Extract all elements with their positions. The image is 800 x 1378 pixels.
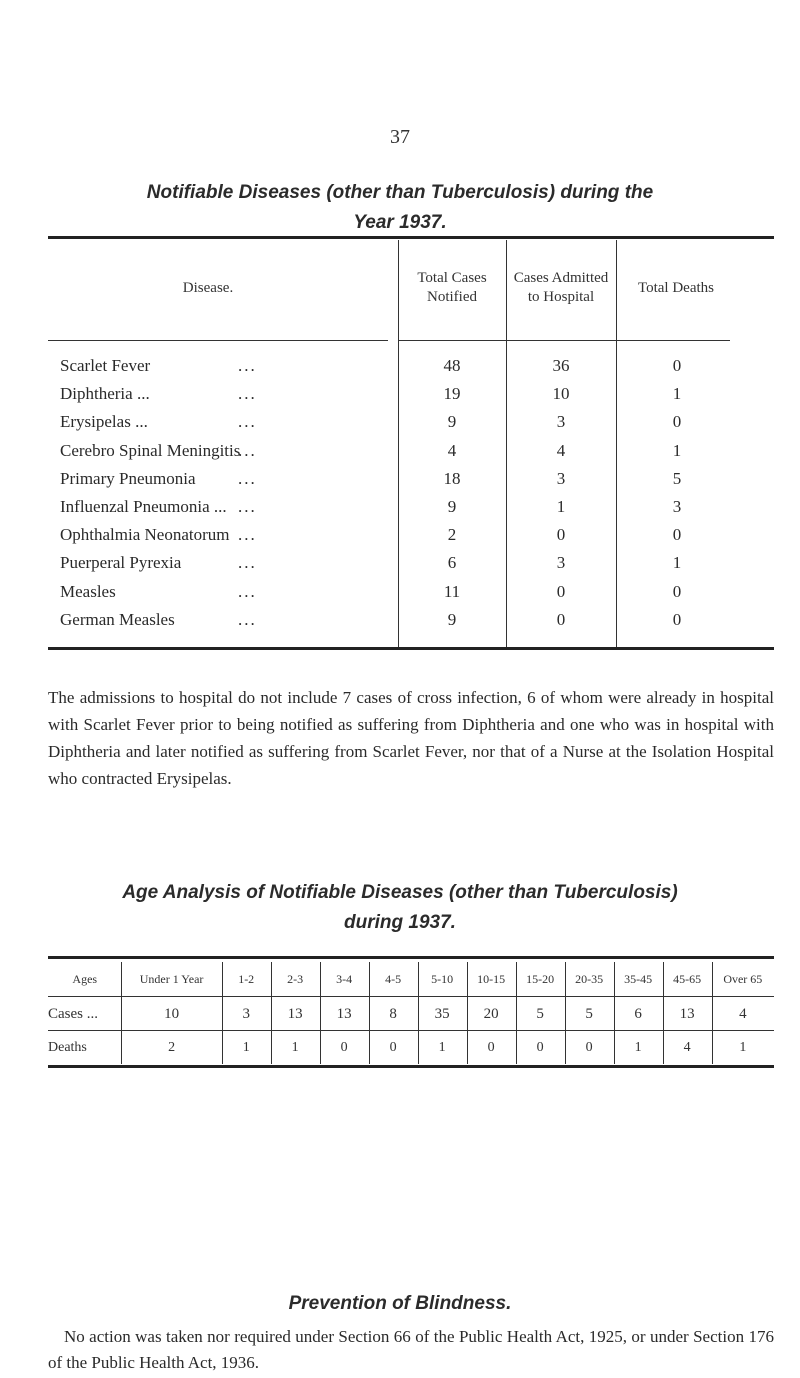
cases-admitted: 4: [556, 440, 566, 460]
cases-cell: 3: [242, 1005, 250, 1022]
deaths-label: Deaths: [48, 1040, 87, 1055]
admissions-note: The admissions to hospital do not include 7 cases of cross infection, 6 of whom were already in hospital with Scarlet Fever prior to being notified as suffering from Diphtheria and one who was in hospital with Diphtheria and later notified as suffering from Scarlet Fever, nor that of a Nurse at the Isolation Hospital who contracted Erysipelas.: [48, 688, 774, 788]
cases-admitted: 3: [556, 468, 566, 488]
header-label: Ages: [72, 971, 98, 986]
table-rule-top: [48, 956, 774, 959]
disease-name: Influenzal Pneumonia ...: [60, 497, 227, 516]
deaths-cell: 0: [536, 1040, 544, 1055]
cases-cell: 5: [585, 1005, 593, 1022]
cases-cell: 13: [287, 1005, 303, 1022]
table-rule-top: [48, 236, 774, 239]
page-number: 37: [390, 126, 410, 148]
table2-title: Age Analysis of Notifiable Diseases (other than Tuberculosis): [122, 882, 678, 903]
leader-dots: ...: [238, 468, 257, 488]
cases-cell: 6: [634, 1005, 642, 1022]
deaths-cell: 4: [683, 1040, 691, 1055]
header-disease: Disease.: [182, 279, 234, 296]
header-cell: 3-4: [336, 971, 353, 986]
cases-notified: 9: [447, 609, 457, 629]
total-deaths: 0: [672, 356, 682, 375]
cases-cell: 4: [739, 1005, 747, 1022]
header-cell: Under 1 Year: [139, 971, 204, 986]
cases-admitted: 0: [556, 581, 566, 601]
table-row: [48, 549, 774, 577]
cases-notified: 9: [447, 497, 457, 516]
leader-dots: ...: [238, 553, 257, 573]
deaths-cell: 0: [389, 1040, 397, 1055]
disease-name: German Measles: [60, 609, 175, 629]
total-deaths: 0: [672, 525, 682, 545]
deaths-cell: 1: [634, 1040, 642, 1055]
deaths-cell: 0: [340, 1040, 348, 1055]
total-deaths: 0: [672, 412, 682, 432]
table-row: [48, 437, 774, 465]
disease-name: Cerebro Spinal Meningitis: [60, 440, 241, 460]
header-cell: 1-2: [238, 971, 255, 986]
cases-cell: 5: [536, 1005, 544, 1022]
prevention-of-blindness-text: No action was taken nor required under Section 66 of the Public Health Act, 1925, or under Section 176 of the Public Health Act, 1936.: [48, 1327, 774, 1372]
deaths-cell: 1: [438, 1040, 446, 1055]
cases-notified: 9: [447, 412, 457, 432]
disease-name: Primary Pneumonia: [60, 468, 196, 488]
table1-title: Notifiable Diseases (other than Tuberculosis) during the: [146, 182, 654, 203]
cases-admitted: 1: [556, 497, 566, 516]
total-deaths: 1: [672, 440, 682, 460]
table-rule-bottom: [48, 647, 774, 650]
cases-cell: 20: [483, 1005, 499, 1022]
deaths-cell: 1: [291, 1040, 299, 1055]
header-cell: 15-20: [526, 971, 555, 986]
cases-notified: 4: [447, 440, 457, 460]
leader-dots: ...: [238, 525, 257, 545]
table-row: [48, 352, 774, 380]
cases-notified: 48: [443, 356, 461, 375]
disease-name: Measles: [60, 581, 116, 601]
total-deaths: 0: [672, 609, 682, 629]
deaths-cell: 2: [168, 1040, 176, 1055]
prevention-of-blindness-title: Prevention of Blindness.: [288, 1293, 512, 1314]
cases-admitted: 10: [552, 384, 570, 404]
leader-dots: ...: [238, 609, 257, 629]
cases-cell: 13: [679, 1005, 695, 1022]
header-cell: 35-45: [624, 971, 653, 986]
cases-cell: 10: [164, 1005, 180, 1022]
table-row: [48, 408, 774, 436]
disease-name: Scarlet Fever: [60, 356, 151, 375]
disease-name: Diphtheria ...: [60, 384, 150, 404]
table-row: [48, 606, 774, 634]
header-cases-admitted: Cases Admitted to Hospital: [513, 270, 609, 305]
disease-name: Ophthalmia Neonatorum: [60, 525, 230, 545]
table-row: [48, 521, 774, 549]
deaths-cell: 1: [739, 1040, 747, 1055]
cases-notified: 6: [447, 553, 457, 573]
cases-cell: 13: [336, 1005, 352, 1022]
table1-title-year: Year 1937.: [353, 212, 447, 233]
cases-notified: 19: [443, 384, 461, 404]
table-row: [48, 465, 774, 493]
cases-notified: 11: [443, 581, 461, 601]
cases-cell: 8: [389, 1005, 397, 1022]
header-rule: [398, 340, 730, 341]
cases-admitted: 3: [556, 412, 566, 432]
row-divider: [48, 1030, 774, 1031]
header-total-deaths: Total Deaths: [637, 279, 714, 296]
header-cell: 2-3: [287, 971, 304, 986]
header-cell: 45-65: [673, 971, 702, 986]
cases-admitted: 3: [556, 553, 566, 573]
notifiable-diseases-table: [48, 236, 774, 650]
age-analysis-table: [48, 956, 774, 1068]
deaths-cell: 0: [585, 1040, 593, 1055]
leader-dots: ...: [238, 440, 257, 460]
header-cell: 10-15: [477, 971, 506, 986]
total-deaths: 5: [672, 468, 682, 488]
header-cell: 20-35: [575, 971, 604, 986]
total-deaths: 1: [672, 384, 682, 404]
header-total-cases-notified: Total Cases Notified: [417, 270, 487, 305]
leader-dots: ...: [238, 384, 257, 404]
header-rule: [48, 340, 388, 341]
cases-admitted: 0: [556, 609, 566, 629]
table-row: [48, 380, 774, 408]
cases-label: Cases ...: [48, 1005, 98, 1022]
total-deaths: 3: [672, 497, 682, 516]
table-rule-bottom: [48, 1065, 774, 1068]
cases-admitted: 36: [552, 356, 570, 375]
table-row: [48, 493, 774, 521]
disease-name: Puerperal Pyrexia: [60, 553, 182, 573]
table-row: [48, 578, 774, 606]
header-cell: 4-5: [385, 971, 402, 986]
total-deaths: 0: [672, 581, 682, 601]
cases-cell: 35: [434, 1005, 450, 1022]
cases-notified: 18: [443, 468, 461, 488]
leader-dots: ...: [238, 412, 257, 432]
header-cell: 5-10: [431, 971, 454, 986]
row-divider: [48, 996, 774, 997]
deaths-cell: 0: [487, 1040, 495, 1055]
disease-name: Erysipelas ...: [60, 412, 148, 432]
leader-dots: ...: [238, 497, 257, 516]
cases-notified: 2: [447, 525, 457, 545]
total-deaths: 1: [672, 553, 682, 573]
cases-admitted: 0: [556, 525, 566, 545]
leader-dots: ...: [238, 581, 257, 601]
deaths-cell: 1: [242, 1040, 250, 1055]
leader-dots: ...: [238, 356, 257, 375]
header-cell: Over 65: [723, 971, 763, 986]
table2-title-year: during 1937.: [344, 912, 456, 933]
